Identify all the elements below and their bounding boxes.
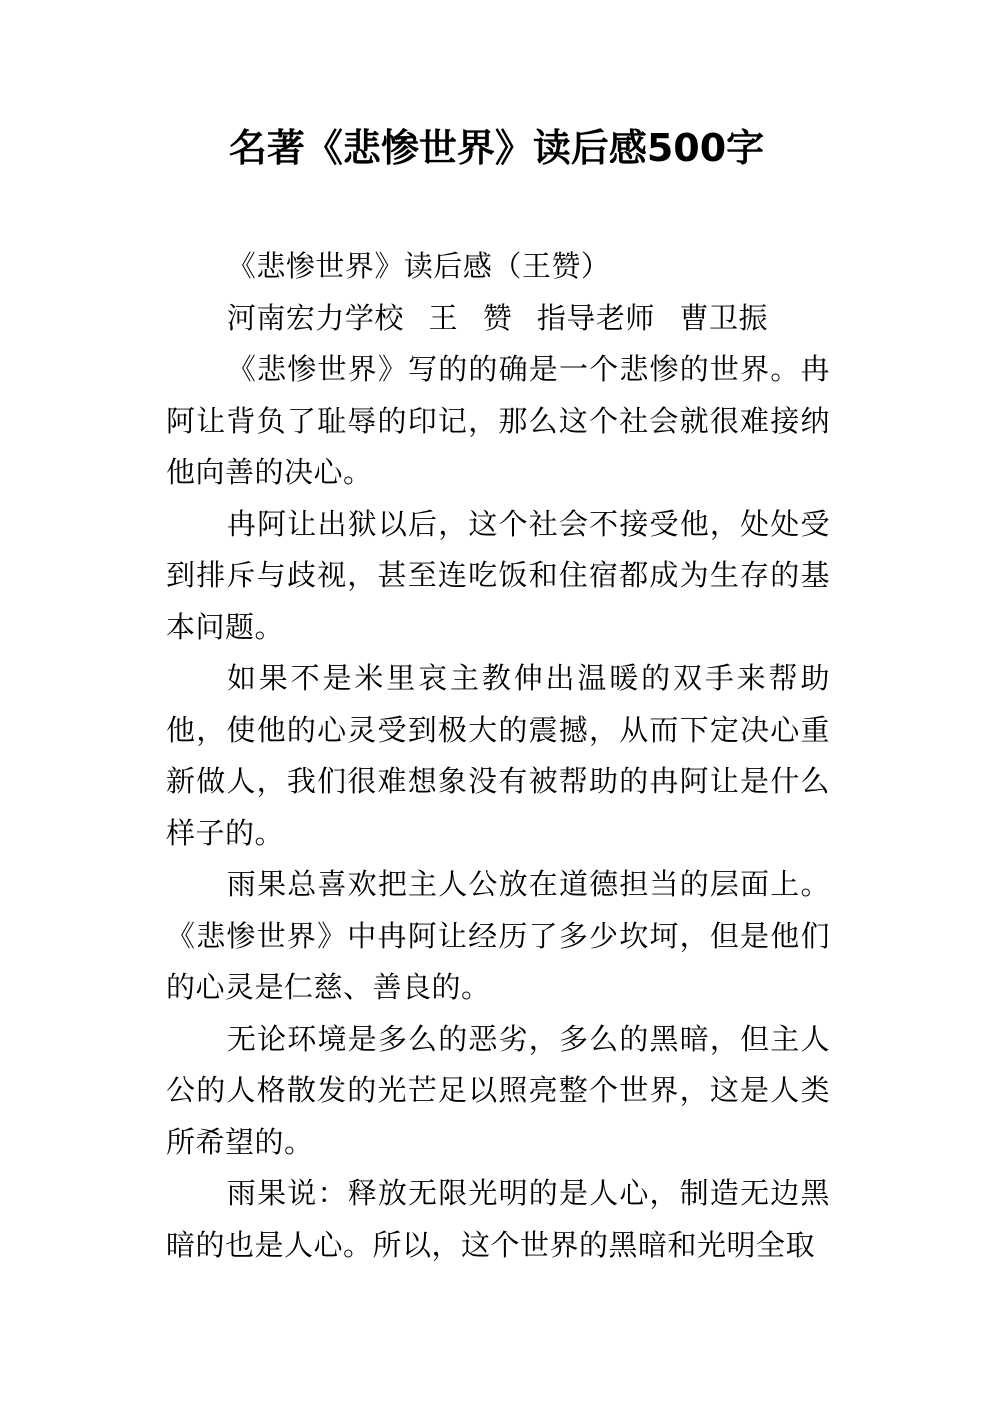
- paragraph: 冉阿让出狱以后，这个社会不接受他，处处受到排斥与歧视，甚至连吃饭和住宿都成为生存的基本问题。: [166, 506, 830, 644]
- byline-advisor-label: 指导老师: [536, 300, 655, 335]
- byline: [166, 293, 830, 345]
- paragraph: 雨果说：释放无限光明的是人心，制造无边黑暗的也是人心。所以，这个世界的黑暗和光明全取: [166, 1176, 830, 1262]
- byline-author-surname: 王: [428, 300, 459, 335]
- paragraph: 无论环境是多么的恶劣，多么的黑暗，但主人公的人格散发的光芒足以照亮整个世界，这是人类所希望的。: [166, 1021, 830, 1159]
- paragraph: 雨果总喜欢把主人公放在道德担当的层面上。《悲惨世界》中冉阿让经历了多少坎坷，但是他们的心灵是仁慈、善良的。: [166, 867, 830, 1004]
- paragraph: 如果不是米里哀主教伸出温暖的双手来帮助他，使他的心灵受到极大的震撼，从而下定决心重新做人，我们很难想象没有被帮助的冉阿让是什么样子的。: [166, 661, 830, 850]
- subtitle: 《悲惨世界》读后感（王赞）: [226, 249, 611, 283]
- document-body: [166, 241, 830, 1271]
- byline-school: 河南宏力学校: [226, 300, 404, 335]
- byline-author-given: 赞: [482, 300, 513, 335]
- byline-advisor-name: 曹卫振: [679, 300, 769, 335]
- page-title: 名著《悲惨世界》读后感500字: [228, 126, 765, 170]
- paragraph: 《悲惨世界》写的的确是一个悲惨的世界。冉阿让背负了耻辱的印记，那么这个社会就很难接纳他向善的决心。: [166, 352, 830, 489]
